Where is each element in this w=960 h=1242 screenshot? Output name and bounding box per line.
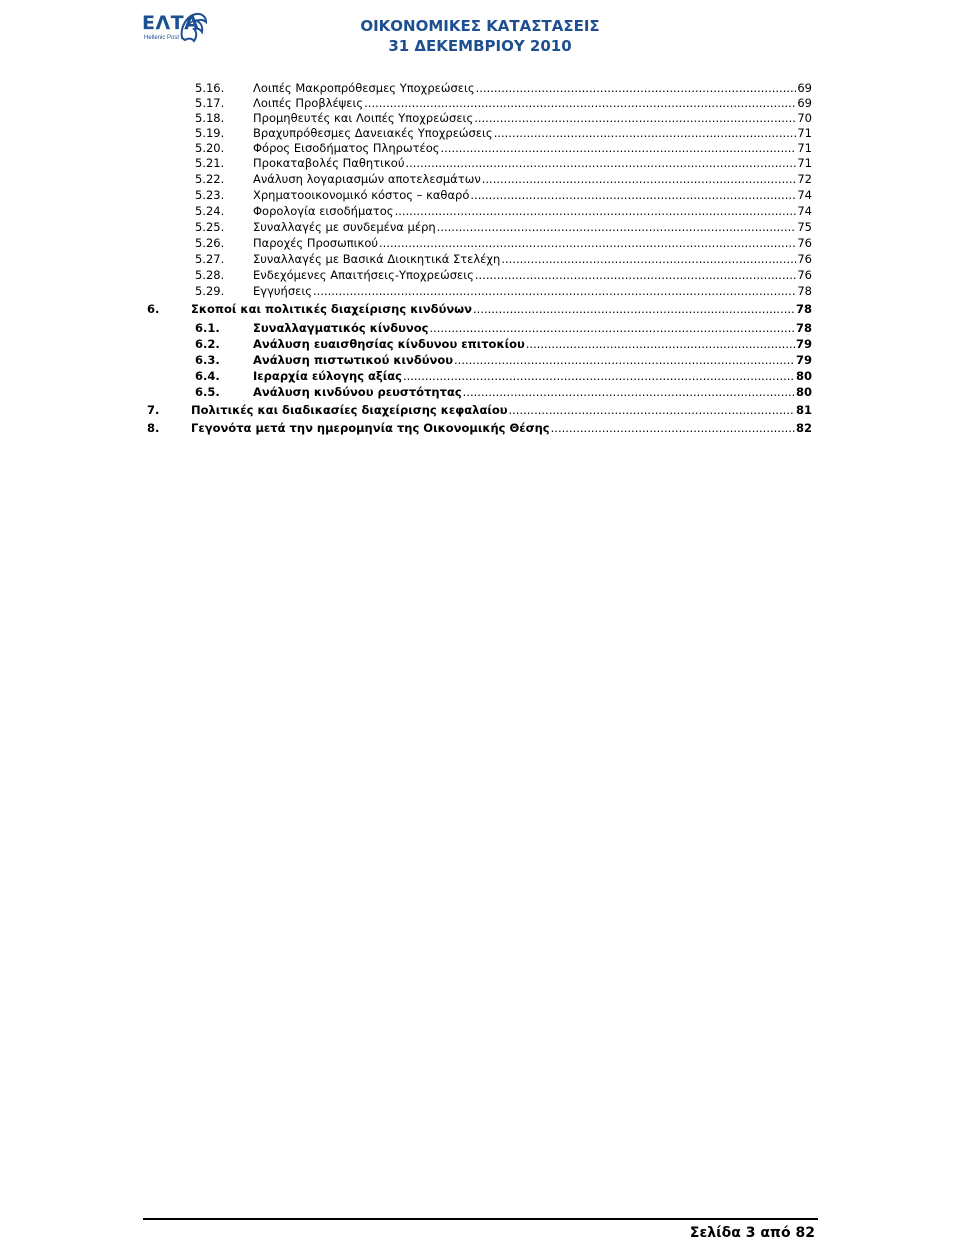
header-title-line2: 31 ΔΕΚΕΜΒΡΙΟΥ 2010 (388, 37, 572, 55)
toc-number: 5.18. (195, 111, 225, 125)
toc-entry-5-21[interactable] (195, 156, 812, 170)
page-number-footer: Σελίδα 3 από 82 (689, 1225, 815, 1241)
toc-entry-5-20[interactable] (195, 141, 812, 155)
toc-title: Ανάλυση ευαισθησίας κίνδυνου επιτοκίου (253, 337, 525, 351)
toc-entry-5-26[interactable] (195, 236, 812, 250)
toc-title: Λοιπές Μακροπρόθεσμες Υποχρεώσεις (253, 81, 475, 95)
toc-page-number: 75 (797, 220, 812, 234)
toc-page-number: 76 (797, 236, 812, 250)
toc-title: Συναλλαγές με Βασικά Διοικητικά Στελέχη (253, 252, 501, 266)
toc-dot-leader (441, 141, 797, 155)
toc-dot-leader (509, 403, 795, 417)
toc-title: Παροχές Προσωπικού (253, 236, 379, 250)
toc-title: Φόρος Εισοδήματος Πληρωτέος (253, 141, 440, 155)
toc-page-number: 81 (795, 403, 812, 417)
toc-number: 5.29. (195, 284, 225, 298)
toc-number: 5.23. (195, 188, 225, 202)
logo-subtitle: Hellenic Post (144, 35, 180, 41)
toc-page-number: 71 (797, 156, 812, 170)
toc-title: Φορολογία εισοδήματος (253, 204, 394, 218)
toc-page-number: 76 (797, 252, 812, 266)
toc-dot-leader (313, 284, 796, 298)
toc-number: 7. (147, 403, 160, 417)
toc-number: 5.28. (195, 268, 225, 282)
toc-number: 5.24. (195, 204, 225, 218)
toc-page-number: 80 (795, 369, 812, 383)
toc-dot-leader (526, 337, 795, 351)
toc-entry-5-19[interactable] (195, 126, 812, 140)
toc-page-number: 79 (795, 353, 812, 367)
toc-title: Ενδεχόμενες Απαιτήσεις-Υποχρεώσεις (253, 268, 474, 282)
toc-dot-leader (379, 236, 796, 250)
toc-entry-5-27[interactable] (195, 252, 812, 266)
toc-page-number: 78 (797, 284, 812, 298)
toc-title: Βραχυπρόθεσμες Δανειακές Υποχρεώσεις (253, 126, 493, 140)
toc-title: Πολιτικές και διαδικασίες διαχείρισης κεφαλαίου (191, 403, 508, 417)
toc-page-number: 80 (795, 385, 812, 399)
toc-entry-5-16[interactable] (195, 81, 812, 95)
toc-title: Ανάλυση πιστωτικού κινδύνου (253, 353, 454, 367)
toc-entry-6-2[interactable] (195, 337, 812, 351)
toc-dot-leader (476, 81, 797, 95)
toc-entry-6-1[interactable] (195, 321, 812, 335)
toc-title: Ανάλυση λογαριασμών αποτελεσμάτων (253, 172, 481, 186)
logo-wordmark: ΕΛΤΑ (142, 12, 200, 34)
toc-page-number: 74 (797, 188, 812, 202)
toc-page-number: 79 (795, 337, 812, 351)
toc-number: 5.16. (195, 81, 225, 95)
toc-dot-leader (501, 252, 796, 266)
toc-dot-leader (454, 353, 795, 367)
toc-title: Γεγονότα μετά την ημερομηνία της Οικονομικής Θέσης (191, 421, 550, 435)
elta-logo (142, 8, 210, 52)
toc-entry-7[interactable] (147, 403, 812, 417)
toc-dot-leader (482, 172, 797, 186)
toc-number: 8. (147, 421, 160, 435)
toc-entry-5-18[interactable] (195, 111, 812, 125)
toc-number: 6. (147, 302, 160, 316)
toc-number: 6.3. (195, 353, 220, 367)
toc-title: Λοιπές Προβλέψεις (253, 96, 364, 110)
toc-number: 5.26. (195, 236, 225, 250)
toc-page-number: 71 (797, 141, 812, 155)
toc-number: 6.4. (195, 369, 220, 383)
toc-number: 6.2. (195, 337, 220, 351)
toc-entry-8[interactable] (147, 421, 812, 435)
toc-page-number: 72 (797, 172, 812, 186)
toc-number: 5.27. (195, 252, 225, 266)
hermes-head-icon (176, 8, 210, 48)
toc-entry-5-28[interactable] (195, 268, 812, 282)
toc-number: 5.21. (195, 156, 225, 170)
toc-dot-leader (395, 204, 797, 218)
toc-title: Εγγυήσεις (253, 284, 312, 298)
toc-dot-leader (437, 220, 797, 234)
toc-title: Συναλλαγματικός κίνδυνος (253, 321, 429, 335)
toc-page-number: 78 (795, 302, 812, 316)
toc-dot-leader (463, 385, 795, 399)
toc-number: 5.22. (195, 172, 225, 186)
toc-title: Προμηθευτές και Λοιπές Υποχρεώσεις (253, 111, 474, 125)
footer-divider (143, 1218, 818, 1220)
toc-page-number: 69 (797, 81, 812, 95)
toc-dot-leader (364, 96, 796, 110)
toc-entry-5-17[interactable] (195, 96, 812, 110)
toc-dot-leader (494, 126, 797, 140)
toc-page-number: 70 (797, 111, 812, 125)
toc-page-number: 71 (797, 126, 812, 140)
document-header-title (340, 16, 620, 56)
toc-entry-6-4[interactable] (195, 369, 812, 383)
toc-entry-5-22[interactable] (195, 172, 812, 186)
toc-dot-leader (429, 321, 795, 335)
toc-number: 5.17. (195, 96, 225, 110)
toc-page-number: 82 (795, 421, 812, 435)
toc-number: 5.19. (195, 126, 225, 140)
toc-number: 6.1. (195, 321, 220, 335)
toc-number: 5.25. (195, 220, 225, 234)
toc-page-number: 69 (797, 96, 812, 110)
toc-dot-leader (474, 111, 796, 125)
toc-page-number: 74 (797, 204, 812, 218)
toc-page-number: 76 (797, 268, 812, 282)
toc-entry-6-3[interactable] (195, 353, 812, 367)
toc-title: Προκαταβολές Παθητικού (253, 156, 405, 170)
toc-entry-5-23[interactable] (195, 188, 812, 202)
toc-dot-leader (405, 156, 796, 170)
toc-number: 5.20. (195, 141, 225, 155)
toc-number: 6.5. (195, 385, 220, 399)
toc-dot-leader (551, 421, 795, 435)
toc-entry-5-24[interactable] (195, 204, 812, 218)
toc-title: Ιεραρχία εύλογης αξίας (253, 369, 402, 383)
toc-title: Ανάλυση κινδύνου ρευστότητας (253, 385, 462, 399)
toc-title: Συναλλαγές με συνδεμένα μέρη (253, 220, 436, 234)
header-title-line1: ΟΙΚΟΝΟΜΙΚΕΣ ΚΑΤΑΣΤΑΣΕΙΣ (360, 17, 600, 35)
toc-title: Σκοποί και πολιτικές διαχείρισης κινδύνων (191, 302, 473, 316)
toc-entry-6[interactable] (147, 302, 812, 316)
toc-entry-5-29[interactable] (195, 284, 812, 298)
toc-entry-6-5[interactable] (195, 385, 812, 399)
toc-title: Χρηματοοικονομικό κόστος – καθαρό (253, 188, 470, 202)
toc-entry-5-25[interactable] (195, 220, 812, 234)
toc-dot-leader (470, 188, 796, 202)
toc-page-number: 78 (795, 321, 812, 335)
toc-dot-leader (475, 268, 796, 282)
toc-dot-leader (403, 369, 795, 383)
toc-dot-leader (473, 302, 795, 316)
